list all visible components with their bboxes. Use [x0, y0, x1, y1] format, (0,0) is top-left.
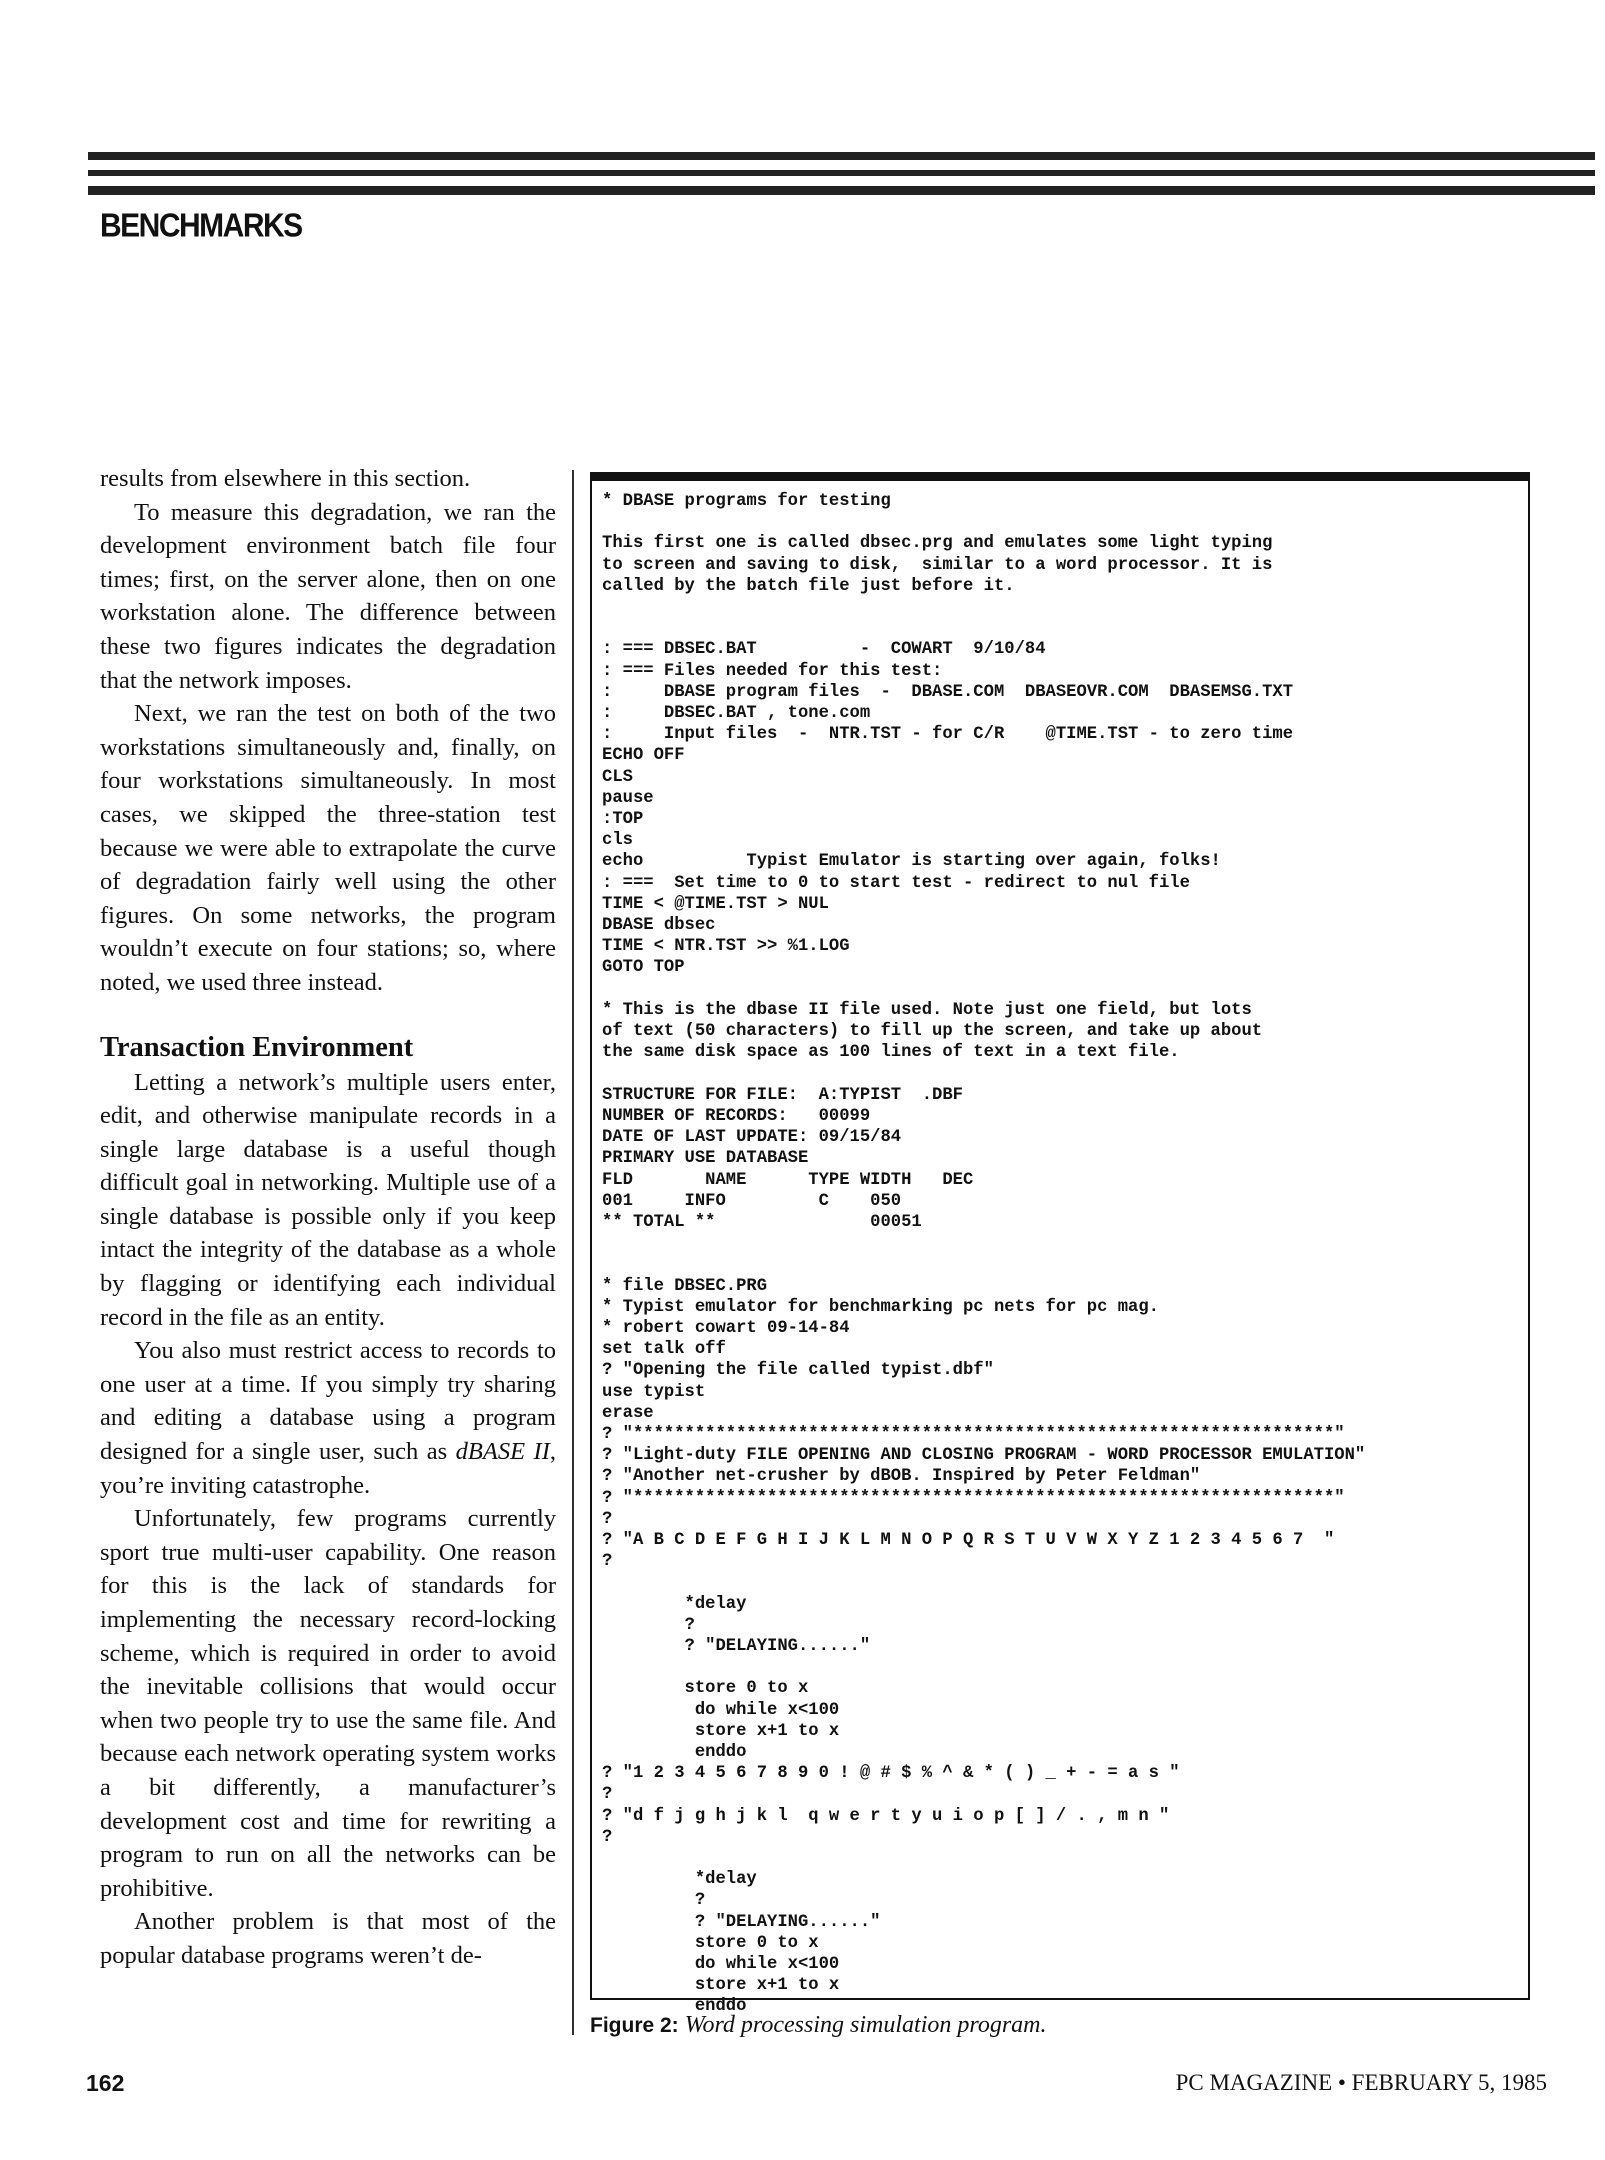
- header-rule-middle: [88, 170, 1595, 176]
- paragraph: Another problem is that most of the popular database programs weren’t de-: [100, 1908, 556, 1969]
- caption-label: Figure 2:: [590, 2014, 679, 2037]
- paragraph: Next, we ran the test on both of the two workstations simultaneously and, finally, on four workstations simultaneously. In most cases, we skipped the three-station test because we were able to extrapolate the curve of degradation fairly well using the other figures. On some networks, the program wouldn’t execute on four stations; so, where noted, we used three instead.: [100, 700, 556, 996]
- paragraph: [100, 1334, 556, 1502]
- figure-box: [590, 472, 1530, 2017]
- caption-text: Word processing simulation program.: [684, 2012, 1047, 2038]
- paragraph: To measure this degradation, we ran the development environment batch file four times; first, on the server alone, then on one workstation alone. The difference between these two figures indicates the degradation that the network imposes.: [100, 498, 556, 694]
- header-rule-bottom: [88, 186, 1595, 195]
- column-divider: [572, 470, 574, 2035]
- figure-caption: [590, 2012, 1047, 2039]
- subheading: Transaction Environment: [100, 1031, 414, 1063]
- paragraph: Unfortunately, few programs currently sport true multi-user capability. One reason for this is the lack of standards for implementing the necessary record-locking scheme, which is required in order to avoid the inevitable collisions that would occur when two people try to use the same file. And because each network operating system works a bit differently, a manufacturer’s development cost and time for rewriting a program to run on all the networks can be prohibitive.: [100, 1505, 556, 1902]
- publication-footer: PC MAGAZINE • FEBRUARY 5, 1985: [1175, 2070, 1547, 2095]
- paragraph-text: You also must restrict access to records to one user at a time. If you simply try sharing and editing a database using a program designed for a single user, such as: [100, 1337, 556, 1466]
- product-name: dBASE II: [455, 1438, 550, 1466]
- article-column: [100, 462, 556, 1973]
- header-rule-top: [88, 152, 1595, 160]
- page-number: 162: [86, 2070, 125, 2096]
- paragraph-text: , you’re inviting catastrophe.: [100, 1438, 556, 1499]
- paragraph: results from elsewhere in this section.: [100, 465, 471, 492]
- section-heading: BENCHMARKS: [100, 208, 302, 245]
- paragraph: Letting a network’s multiple users enter, edit, and otherwise manipulate records in a single large database is a useful though difficult goal in networking. Multiple use of a single database is possible only if you keep intact the integrity of the database as a whole by flagging or identifying each individual record in the file as an entity.: [100, 1068, 556, 1331]
- program-listing: * DBASE programs for testing This first one is called dbsec.prg and emulates some light typing to screen and saving to disk, similar to a word processor. It is called by the batch file just before it. : === DBSEC.BAT - COWART 9/10/84 : === Files needed for this test: : DBASE program files - DBASE.COM DBASEOVR.COM DBASEMSG.TXT : DBSEC.BAT , tone.com : Input files - NTR.TST - for C/R @TIME.TST - to zero time ECHO OFF CLS pause :TOP cls echo Typist Emulator is starting over again, folks! : === Set time to 0 to start test - redirect to nul file TIME < @TIME.TST > NUL DBASE dbsec TIME < NTR.TST >> %1.LOG GOTO TOP * This is the dbase II file used. Note just one field, but lots of text (50 characters) to fill up the screen, and take up about the same disk space as 100 lines of text in a text file. STRUCTURE FOR FILE: A:TYPIST .DBF NUMBER OF RECORDS: 00099 DATE OF LAST UPDATE: 09/15/84 PRIMARY USE DATABASE FLD NAME TYPE WIDTH DEC 001 INFO C 050 ** TOTAL ** 00051 * file DBSEC.PRG * Typist emulator for benchmarking pc nets for pc mag. * robert cowart 09-14-84 set talk off ? "Opening the file called typist.dbf" use typist erase ? "********************************************************************" ? "Light-duty FILE OPENING AND CLOSING PROGRAM - WORD PROCESSOR EMULATION" ? "Another net-crusher by dBOB. Inspired by Peter Feldman" ? "********************************************************************" ? ? "A B C D E F G H I J K L M N O P Q R S T U V W X Y Z 1 2 3 4 5 6 7 " ? *delay ? ? "DELAYING......" store 0 to x do while x<100 store x+1 to x enddo ? "1 2 3 4 5 6 7 8 9 0 ! @ # $ % ^ & * ( ) _ + - = a s " ? ? "d f j g h j k l q w e r t y u i o p [ ] / . , m n " ? *delay ? ? "DELAYING......" store 0 to x do while x<100 store x+1 to x enddo: [602, 492, 1366, 2017]
